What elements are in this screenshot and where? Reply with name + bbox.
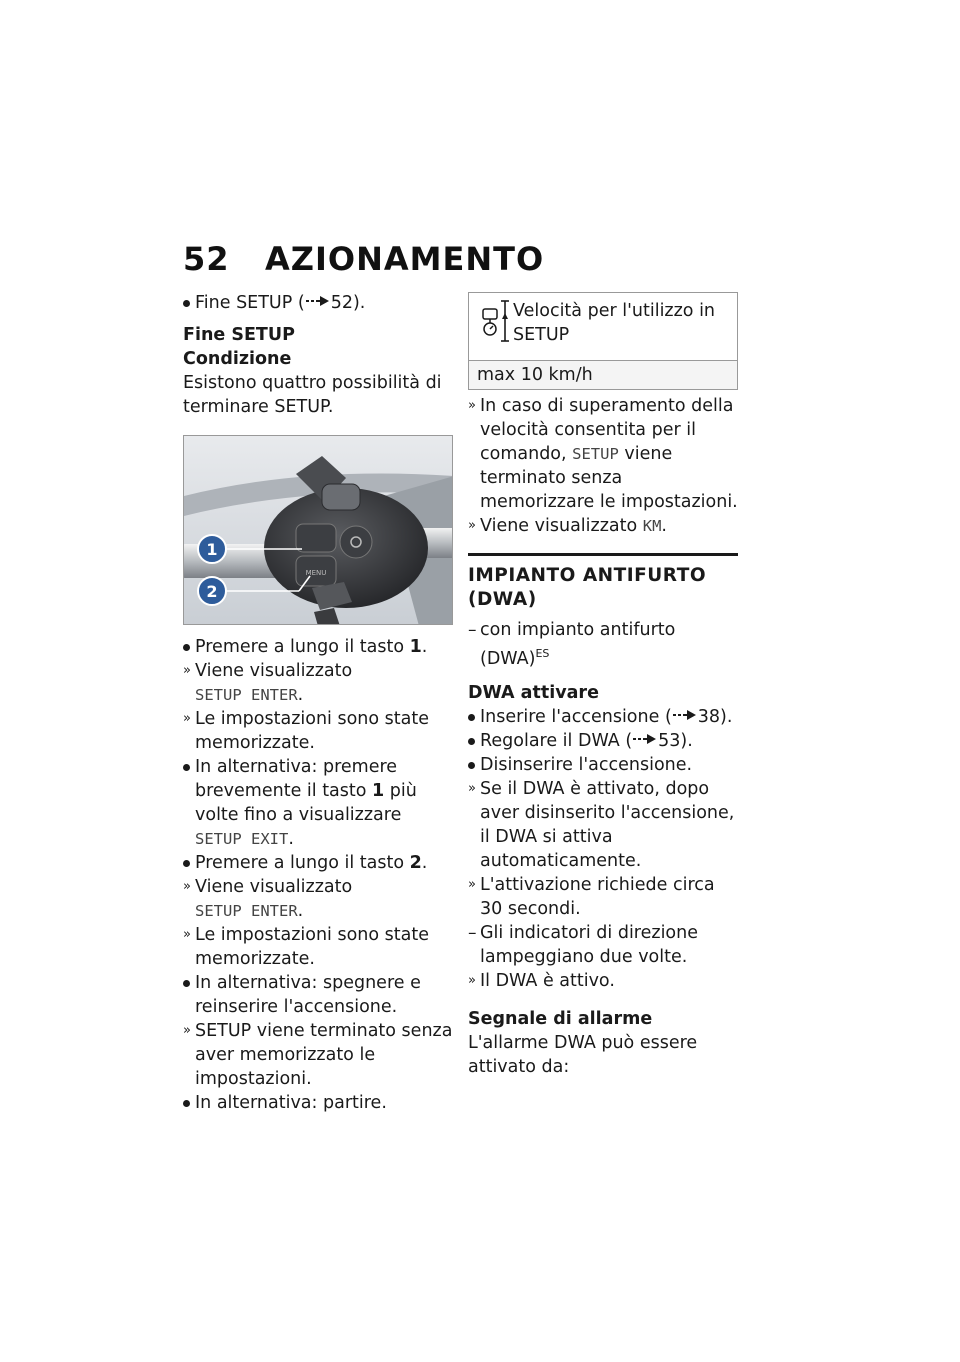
step-item <box>468 753 738 777</box>
step-text: L'attivazione richiede circa 30 secondi. <box>480 875 715 919</box>
result2-after: . <box>661 516 667 536</box>
result2-mono: KM <box>642 517 662 535</box>
intro-page-ref: 52). <box>330 293 366 313</box>
step-text: Il DWA è attivo. <box>480 971 615 991</box>
step-text: Premere a lungo il tasto <box>195 853 410 873</box>
step-text: Se il DWA è attivato, dopo aver disinserito l'accensione, il DWA si attiva automaticamente. <box>480 779 735 871</box>
result2-text: Viene visualizzato <box>480 516 643 536</box>
step-mono: SETUP ENTER <box>195 686 298 704</box>
step-after: . <box>297 685 304 705</box>
step-text: Gli indicatori di direzione lampeggiano due volte. <box>480 923 698 967</box>
section-rule <box>468 553 738 556</box>
step-bold: 1 <box>409 637 422 657</box>
step-text: Viene visualizzato <box>195 877 353 897</box>
spec-box <box>468 292 738 390</box>
step-mono: SETUP ENTER <box>195 902 298 920</box>
step-item: » L'attivazione richiede circa 30 secondi. <box>468 875 715 919</box>
step-after: . <box>297 901 304 921</box>
step-item <box>183 851 453 875</box>
svg-text:MENU: MENU <box>305 569 327 577</box>
step-item: » Viene visualizzato SETUP ENTER. <box>183 661 353 705</box>
step-bold: 2 <box>409 853 422 873</box>
step-item: » Le impostazioni sono state memorizzate. <box>183 925 429 969</box>
step-bold: 1 <box>372 781 385 801</box>
condition-text: Esistono quattro possibilità di terminare SETUP. <box>183 373 442 417</box>
left-steps-list <box>183 635 453 1115</box>
result1-after: viene terminato senza memorizzare le impostazioni. <box>480 444 738 512</box>
step-after: . <box>421 853 428 873</box>
callout-2: 2 <box>206 582 218 601</box>
step-text: Viene visualizzato <box>195 661 353 681</box>
alarm-title: Segnale di allarme <box>468 1009 653 1029</box>
dwa-section-title: IMPIANTO ANTIFURTO (DWA) <box>468 565 707 610</box>
page-header <box>183 240 544 278</box>
page-number: 52 <box>183 240 230 278</box>
page-ref-arrow-icon <box>632 733 658 745</box>
step-ref: 53). <box>658 731 693 751</box>
result-speed-exceeded: » In caso di superamento della velocità consentita per il comando, SETUP viene terminato senza memorizzare le impostazioni. <box>468 396 738 512</box>
step-text: In alternativa: premere brevemente il tasto <box>195 757 398 801</box>
step-ref: 38). <box>697 707 733 727</box>
result1-text: In caso di superamento della velocità consentita per il comando, <box>480 396 734 464</box>
result-km-shown: » Viene visualizzato KM. <box>468 516 667 536</box>
step-text: Le impostazioni sono state memorizzate. <box>195 709 429 753</box>
step-item <box>468 705 738 729</box>
option-text: con impianto antifurto (DWA) <box>480 620 676 669</box>
step-text: In alternativa: partire. <box>195 1093 387 1113</box>
step-after: . <box>288 829 294 849</box>
step-text: SETUP viene terminato senza aver memorizzato le impostazioni. <box>195 1021 453 1089</box>
handlebar-switch-figure <box>183 435 453 625</box>
page-ref-arrow-icon <box>672 709 698 721</box>
step-text: Le impostazioni sono state memorizzate. <box>195 925 429 969</box>
option-code: ES <box>535 647 550 660</box>
step-item: » Se il DWA è attivato, dopo aver disinserito l'accensione, il DWA si attiva automaticamente. <box>468 779 735 871</box>
step-item <box>183 635 453 659</box>
step-item <box>183 971 453 1019</box>
step-item <box>183 1091 453 1115</box>
step-item: – Gli indicatori di direzione lampeggiano due volte. <box>468 923 698 967</box>
option-line: – con impianto antifurto (DWA)$^{ES}$ <box>468 620 676 669</box>
left-column <box>183 291 453 1115</box>
step-text2: più volte fino a visualizzare <box>195 781 417 825</box>
step-text: In alternativa: spegnere e reinserire l'accensione. <box>195 973 421 1017</box>
subsection-title: Condizione <box>183 349 292 369</box>
step-text: Inserire l'accensione ( <box>480 707 672 727</box>
spec-title: Velocità per l'utilizzo in SETUP <box>513 301 716 345</box>
step-mono: SETUP EXIT <box>195 830 289 848</box>
intro-bullet <box>183 291 453 315</box>
step-item: » Il DWA è attivo. <box>468 971 615 991</box>
intro-bullet-text: Fine SETUP ( <box>195 293 305 313</box>
dwa-activate-title: DWA attivare <box>468 683 599 703</box>
step-text: Regolare il DWA ( <box>480 731 633 751</box>
callout-1: 1 <box>206 540 218 559</box>
right-steps-list <box>468 705 738 993</box>
step-item: » SETUP viene terminato senza aver memorizzato le impostazioni. <box>183 1021 453 1089</box>
step-after: . <box>421 637 428 657</box>
page-ref-arrow-icon <box>305 295 331 307</box>
step-text: Premere a lungo il tasto <box>195 637 410 657</box>
page-title: AZIONAMENTO <box>265 240 545 278</box>
spec-value: max 10 km/h <box>469 360 737 389</box>
step-item: » Viene visualizzato SETUP ENTER. <box>183 877 353 921</box>
step-item <box>183 755 453 851</box>
section-title: Fine SETUP <box>183 325 295 345</box>
alarm-text: L'allarme DWA può essere attivato da: <box>468 1033 698 1077</box>
right-column <box>468 292 738 1086</box>
step-item <box>468 729 738 753</box>
result1-mono: SETUP <box>572 445 619 463</box>
handlebar-switch-illustration <box>184 436 453 625</box>
step-text: Disinserire l'accensione. <box>480 755 693 775</box>
speedometer-limit-icon <box>477 299 513 352</box>
step-item: » Le impostazioni sono state memorizzate. <box>183 709 429 753</box>
